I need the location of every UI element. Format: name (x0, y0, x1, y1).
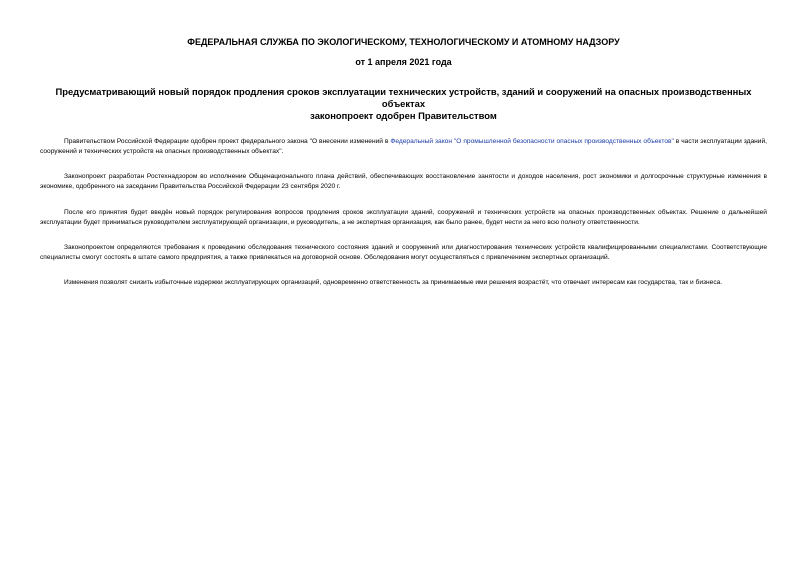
document-title (40, 86, 767, 122)
paragraph-2: Законопроект разработан Ростехнадзором во исполнение Общенационального плана действий, обеспечивающих восстановление занятости и доходов населения, рост экономики и долгосрочные структурные изменения в экономике, одобренного на заседании Правительства Российской Федерации 23 сентября 2020 г. (40, 173, 767, 191)
document-title-line-2: законопроект одобрен Правительством (310, 110, 497, 121)
issuing-organization: ФЕДЕРАЛЬНАЯ СЛУЖБА ПО ЭКОЛОГИЧЕСКОМУ, ТЕХНОЛОГИЧЕСКОМУ И АТОМНОМУ НАДЗОРУ (187, 37, 620, 47)
paragraph-5: Изменения позволят снизить избыточные издержки эксплуатирующих организаций, одновременно ответственность за принимаемые ими решения возрастёт, что отвечает интересам как государства, так и бизнеса. (64, 279, 723, 287)
paragraph-4: Законопроектом определяются требования к проведению обследования технического состояния зданий и сооружений или диагностирования технических устройств квалифицированными специалистами. Соответствующие специалисты смогут состоять в штате самого предприятия, а также привлекаться на договорной основе. Обследования могут осуществляться с привлечением экспертных организаций. (40, 243, 767, 261)
document-title-line-1: Предусматривающий новый порядок продления сроков эксплуатации технических устройств, зданий и сооружений на опасных производственных объектах (55, 86, 752, 109)
document-date: от 1 апреля 2021 года (355, 57, 452, 67)
paragraph-3: После его принятия будет введён новый порядок регулирования вопросов продления сроков эксплуатации зданий, сооружений и технических устройств на опасных производственных объектах. Решение о дальнейшей эксплуатации будет приниматься руководителем эксплуатирующей организации, и руководитель, а не экспертная организация, как было ранее, будет нести за него всю полноту ответственности. (40, 208, 767, 226)
document-body (40, 137, 767, 304)
federal-law-link[interactable]: Федеральный закон "О промышленной безопасности опасных производственных объектов" (390, 138, 674, 145)
paragraph-1 (40, 137, 767, 157)
paragraph-1-text-after: в части эксплуатации зданий, сооружений и технических устройств на опасных производственных объектах". (40, 138, 767, 155)
paragraph-1-text-before: Правительством Российской Федерации одобрен проект федерального закона "О внесении изменений в (64, 138, 391, 145)
